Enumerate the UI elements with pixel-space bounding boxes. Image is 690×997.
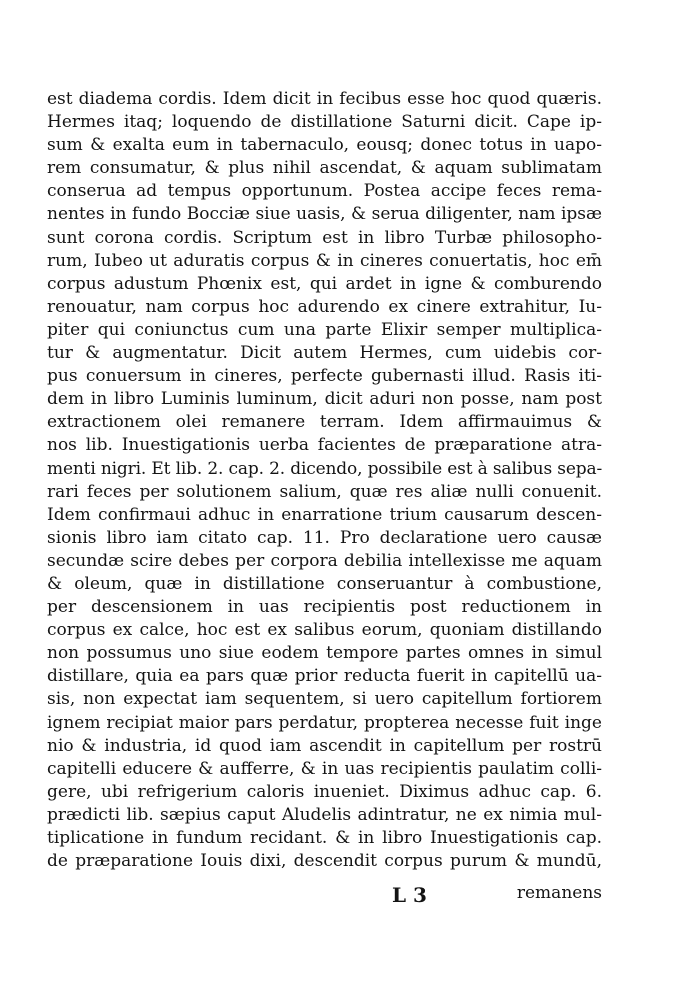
body-text: [47, 88, 602, 873]
text-line: capitelli educere & aufferre, & in uas recipientis paulatim colli-: [47, 758, 602, 779]
text-line: distillare, quia ea pars quæ prior reducta fuerit in capitellū ua-: [47, 666, 602, 687]
text-line: non possumus uno siue eodem tempore partes omnes in simul: [47, 643, 602, 664]
text-line: conserua ad tempus opportunum. Postea accipe feces rema-: [47, 181, 602, 202]
signature-mark: L 3: [392, 883, 427, 907]
text-line: rem consumatur, & plus nihil ascendat, & aquam sublimatam: [47, 158, 602, 179]
text-line: per descensionem in uas recipientis post reductionem in: [47, 597, 602, 618]
text-line: tiplicatione in fundum recidant. & in libro Inuestigationis cap.: [47, 828, 602, 848]
text-line: est diadema cordis. Idem dicit in fecibus esse hoc quod quæris.: [47, 89, 602, 109]
text-line: renouatur, nam corpus hoc adurendo ex cinere extrahitur, Iu-: [47, 296, 602, 317]
text-line: prædicti lib. sæpius caput Aludelis adintratur, ne ex nimia mul-: [47, 804, 602, 825]
text-line: dem in libro Luminis luminum, dicit aduri non posse, nam post: [47, 389, 602, 410]
text-line: nos lib. Inuestigationis uerba facientes de præparatione atra-: [47, 435, 602, 456]
text-line: sis, non expectat iam sequentem, si uero capitellum fortiorem: [47, 689, 602, 710]
text-line: secundæ scire debes per corpora debilia intellexisse me aquam: [47, 550, 602, 571]
text-line: tur & augmentatur. Dicit autem Hermes, cum uidebis cor-: [47, 343, 602, 364]
text-line: ignem recipiat maior pars perdatur, propterea necesse fuit inge: [47, 712, 602, 733]
text-line: rum, Iubeo ut aduratis corpus & in cineres conuertatis, hoc em̄: [47, 250, 602, 271]
text-line: corpus adustum Phœnix est, qui ardet in igne & comburendo: [47, 273, 602, 294]
text-line: Hermes itaq; loquendo de distillatione Saturni dicit. Cape ip-: [47, 112, 602, 133]
text-line: extractionem olei remanere terram. Idem affirmauimus &: [47, 412, 602, 433]
text-line: sum & exalta eum in tabernaculo, eousq; donec totus in uapo-: [47, 135, 602, 156]
catchword: remanens: [516, 883, 602, 903]
text-line: nio & industria, id quod iam ascendit in capitellum per rostrū: [47, 735, 602, 756]
text-line: & oleum, quæ in distillatione conseruantur à combustione,: [47, 573, 602, 594]
text-line: nentes in fundo Bocciæ siue uasis, & serua diligenter, nam ipsæ: [47, 204, 602, 225]
text-line: pus conuersum in cineres, perfecte gubernasti illud. Rasis iti-: [47, 366, 602, 387]
text-line: corpus ex calce, hoc est ex salibus eorum, quoniam distillando: [47, 620, 602, 641]
text-line: de præparatione Iouis dixi, descendit corpus purum & mundū,: [47, 851, 602, 872]
text-line: menti nigri. Et lib. 2. cap. 2. dicendo, possibile est à salibus sepa-: [47, 458, 603, 479]
page-footer: [47, 883, 602, 909]
text-line: rari feces per solutionem salium, quæ res aliæ nulli conuenit.: [47, 481, 602, 502]
text-line: gere, ubi refrigerium caloris inueniet. Diximus adhuc cap. 6.: [47, 781, 602, 802]
text-line: piter qui coniunctus cum una parte Elixir semper multiplica-: [47, 319, 602, 340]
text-line: sionis libro iam citato cap. 11. Pro declaratione uero causæ: [47, 527, 602, 548]
text-line: Idem confirmaui adhuc in enarratione trium causarum descen-: [47, 504, 602, 525]
text-line: sunt corona cordis. Scriptum est in libro Turbæ philosopho-: [47, 227, 602, 248]
